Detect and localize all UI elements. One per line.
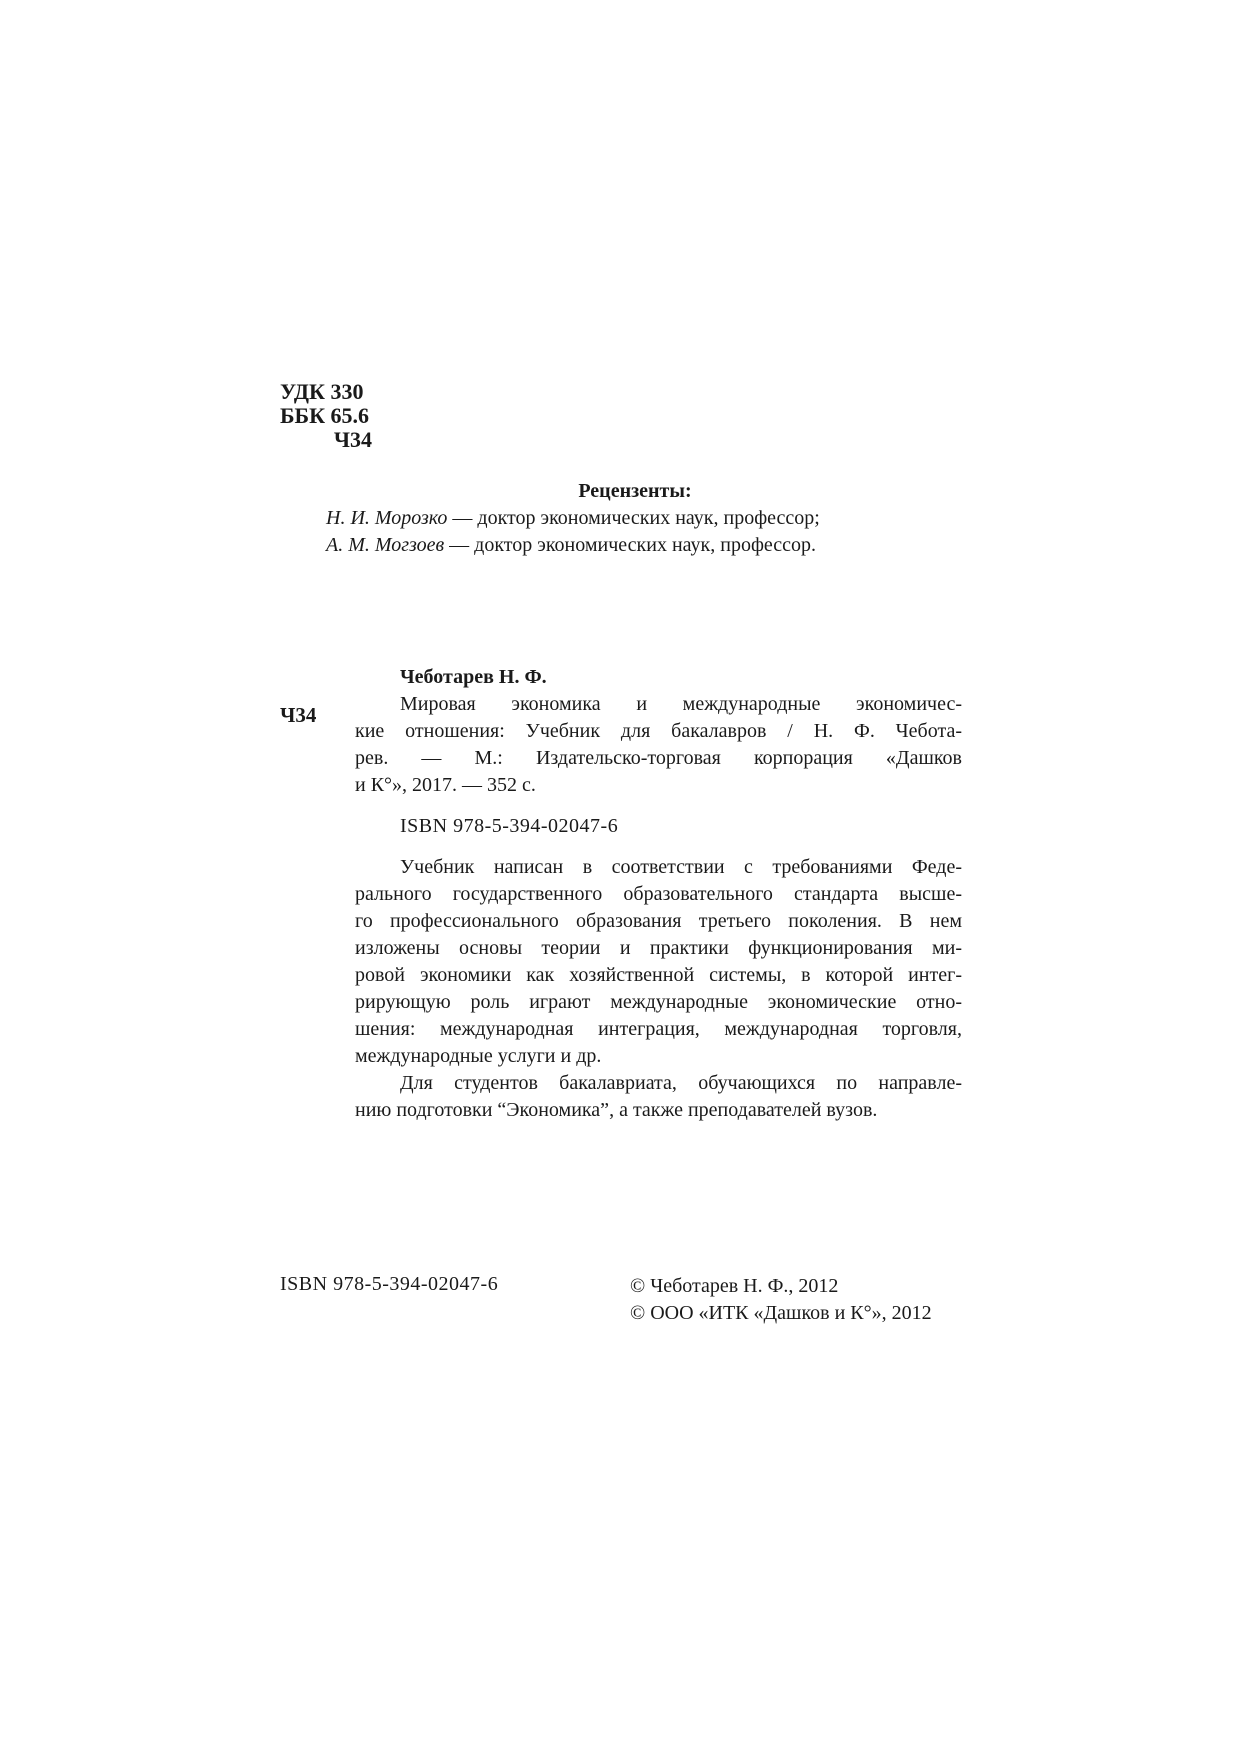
abstract-line: рирующую роль играют международные экономические отно- — [355, 991, 962, 1013]
abstract-line: Учебник написан в соответствии с требованиями Феде- — [400, 856, 962, 878]
audience-line: нию подготовки “Экономика”, а также преподавателей вузов. — [355, 1099, 878, 1121]
reviewers-block — [320, 478, 950, 559]
reviewers-heading: Рецензенты: — [578, 480, 692, 502]
abstract-line: го профессионального образования третьего поколения. В нем — [355, 910, 962, 932]
reviewer-description: — доктор экономических наук, профессор; — [447, 507, 820, 529]
entry-title-line: рев. — М.: Издательско-торговая корпорация «Дашков — [355, 747, 962, 769]
entry-title-line: и К°», 2017. — 352 с. — [355, 774, 536, 796]
abstract-line: шения: международная интеграция, международная торговля, — [355, 1018, 962, 1040]
reviewer-line — [320, 532, 950, 559]
entry-isbn: ISBN 978-5-394-02047-6 — [400, 815, 619, 837]
entry-title-line: Мировая экономика и международные экономичес- — [400, 693, 962, 715]
bbk-code: ББК 65.6 — [280, 403, 370, 428]
reviewer-description: — доктор экономических наук, профессор. — [444, 534, 817, 556]
bibliographic-entry — [355, 664, 962, 1124]
audience-line: Для студентов бакалавриата, обучающихся по направле- — [400, 1072, 962, 1094]
abstract-line: международные услуги и др. — [355, 1045, 602, 1067]
author-mark: Ч34 — [333, 427, 372, 452]
entry-author-mark: Ч34 — [280, 703, 317, 727]
copyright-publisher: © ООО «ИТК «Дашков и К°», 2012 — [630, 1302, 932, 1324]
entry-title-line: кие отношения: Учебник для бакалавров / Н. Ф. Чебота- — [355, 720, 962, 742]
abstract-line: рального государственного образовательного стандарта высше- — [355, 883, 962, 905]
entry-author: Чеботарев Н. Ф. — [400, 666, 547, 688]
reviewer-name: А. М. Могзоев — [326, 534, 445, 556]
copyright-author: © Чеботарев Н. Ф., 2012 — [630, 1275, 839, 1297]
abstract-line: изложены основы теории и практики функционирования ми- — [355, 937, 962, 959]
classification-codes — [280, 380, 372, 452]
udk-code: УДК 330 — [280, 379, 364, 404]
reviewer-line — [320, 505, 950, 532]
copyright-block — [630, 1273, 932, 1327]
footer-isbn: ISBN 978-5-394-02047-6 — [280, 1273, 499, 1295]
abstract-line: ровой экономики как хозяйственной системы, в которой интег- — [355, 964, 962, 986]
reviewer-name: Н. И. Морозко — [326, 507, 448, 529]
